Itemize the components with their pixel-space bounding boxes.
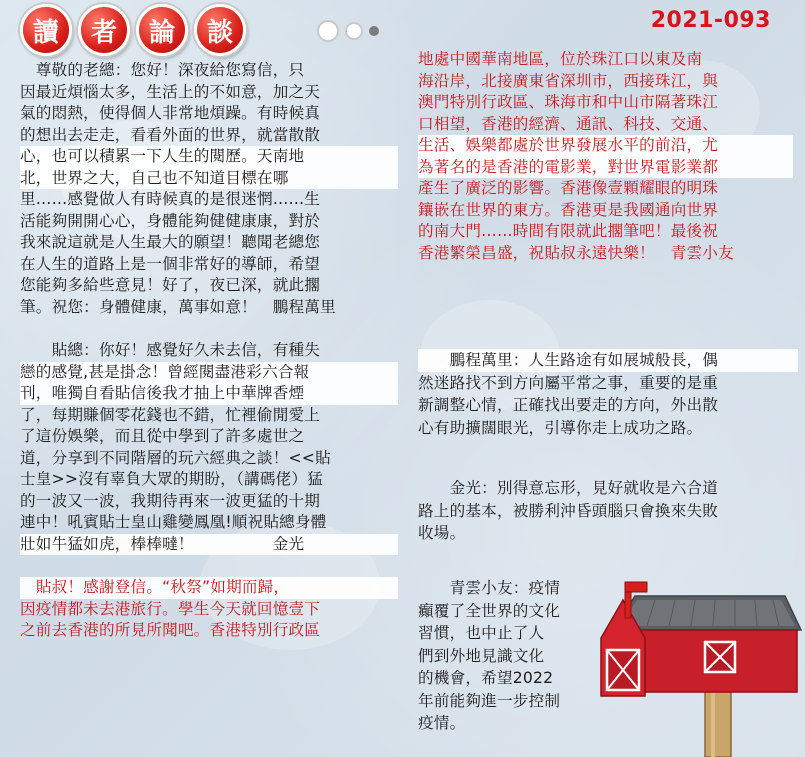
reply-qingyun <box>418 577 618 735</box>
text-line: 香港繁榮昌盛，祝貼叔永遠快樂！ 青雲小友 <box>418 243 734 262</box>
reply-jinguang <box>418 477 798 545</box>
text-line: 尊敬的老總：您好！深夜給您寫信，只 <box>20 61 305 79</box>
text-line: 道，分享到不同階層的玩六經典之談！<<貼 <box>20 448 331 467</box>
text-line: 癲覆了全世界的文化 <box>418 601 561 620</box>
text-line: 您能夠多給些意見！好了，夜已深，就此擱 <box>20 276 321 294</box>
text-line: 然迷路找不到方向屬平常之事，重要的是重 <box>418 373 719 392</box>
letter-qingyun-continued <box>418 49 793 264</box>
text-line: 澳門特別行政區、珠海市和中山市隔著珠江 <box>418 93 719 111</box>
text-line: 在人生的道路上是一個非常好的導師，希望 <box>20 254 321 273</box>
text-line: 收場。 <box>418 524 466 542</box>
red-barn-mailbox-illustration <box>595 578 805 757</box>
column-title <box>20 4 246 54</box>
text-line: 氣的悶熱，使得個人非常地煩躁。有時候真 <box>20 104 321 122</box>
text-line: 為著名的是香港的電影業，對世界電影業都 <box>418 157 793 179</box>
text-line: 習慣，也中止了人 <box>418 624 545 642</box>
text-line: 鑲嵌在世界的東方。香港更是我國通向世界 <box>418 200 719 219</box>
text-line: 地處中國華南地區，位於珠江口以東及南 <box>418 50 703 68</box>
text-line: 戀的感覺,甚是掛念！曾經閱盡港彩六合報 <box>20 362 398 384</box>
text-line: 年前能夠進一步控制 <box>418 691 561 710</box>
text-line: 們到外地見識文化 <box>418 646 545 665</box>
text-line: 疫情。 <box>418 714 466 732</box>
text-line: 因疫情都未去港旅行。學生今天就回憶壹下 <box>20 599 321 618</box>
text-line: 的一波又一波，我期待再來一波更猛的十期 <box>20 491 321 510</box>
text-line: 產生了廣泛的影響。香港像壹顆耀眼的明珠 <box>418 179 719 197</box>
text-line: 連中！吼賓貼士皇山雞變鳳凰!順祝貼總身體 <box>20 513 327 531</box>
title-decoration-dots <box>317 20 379 42</box>
issue-number: 2021-093 <box>650 8 771 33</box>
text-line: 金光：別得意忘形，見好就收是六合道 <box>418 479 719 497</box>
text-line: 貼叔！感謝登信。“秋祭”如期而歸， <box>20 577 398 599</box>
text-line: 了這份娛樂，而且從中學到了許多處世之 <box>20 427 305 445</box>
text-line: 里……感覺做人有時候真的是很迷惘……生 <box>20 190 321 208</box>
title-char: 論 <box>136 4 188 56</box>
text-line: 刊，唯獨自看貼信後我才抽上中華牌香煙 <box>20 383 398 405</box>
letter-qingyun-start <box>20 577 398 642</box>
right-column <box>418 49 793 264</box>
title-char: 談 <box>194 4 246 56</box>
text-line: 士皇>>沒有辜負大眾的期盼，（講碼佬）猛 <box>20 470 324 488</box>
decoration-dot <box>317 20 339 42</box>
letter-jinguang <box>20 340 398 555</box>
text-line: 北，世界之大，自己也不知道目標在哪 <box>20 168 398 190</box>
left-column <box>20 60 398 642</box>
text-line: 新調整心情，正確找出要走的方向，外出散 <box>418 396 719 414</box>
text-line: 的機會，希望2022 <box>418 669 554 687</box>
text-line: 我來說這就是人生最大的願望！聽聞老總您 <box>20 233 321 251</box>
title-char: 者 <box>78 4 130 56</box>
text-line: 口相望，香港的經濟、通訊、科技、交通、 <box>418 114 719 133</box>
text-line: 路上的基本，被勝利沖昏頭腦只會換來失敗 <box>418 501 719 520</box>
text-line: 之前去香港的所見所聞吧。香港特別行政區 <box>20 621 321 639</box>
letter-pengcheng <box>20 60 398 318</box>
text-line: 貼總：你好！感覺好久未去信，有種失 <box>20 341 321 359</box>
reply-pengcheng <box>418 349 798 439</box>
text-line: 因最近煩惱太多，生活上的不如意，加之天 <box>20 82 321 101</box>
decoration-dot <box>345 22 363 40</box>
text-line: 生活、娛樂都處於世界發展水平的前沿，尤 <box>418 135 793 157</box>
title-char: 讀 <box>20 4 72 56</box>
text-line: 筆。祝您：身體健康，萬事如意！ 鵬程萬里 <box>20 297 336 316</box>
text-line: 海沿岸，北接廣東省深圳市，西接珠江，與 <box>418 71 719 90</box>
text-line: 心，也可以積累一下人生的閱歷。天南地 <box>20 146 398 168</box>
text-line: 心有助擴闊眼光，引導你走上成功之路。 <box>418 418 703 437</box>
text-line: 青雲小友：疫情 <box>418 579 561 597</box>
text-line: 壯如牛猛如虎，棒棒噠！ 金光 <box>20 534 398 556</box>
text-line: 了，每期賺個零花錢也不錯，忙裡偷閒愛上 <box>20 405 321 424</box>
text-line: 鵬程萬里：人生路途有如展城般長，偶 <box>418 349 798 372</box>
decoration-dot <box>369 26 379 36</box>
text-line: 的想出去走走，看看外面的世界，就當散散 <box>20 125 321 144</box>
text-line: 的南大門……時間有限就此擱筆吧！最後祝 <box>418 222 719 240</box>
text-line: 活能夠開開心心，身體能夠健健康康，對於 <box>20 211 321 230</box>
